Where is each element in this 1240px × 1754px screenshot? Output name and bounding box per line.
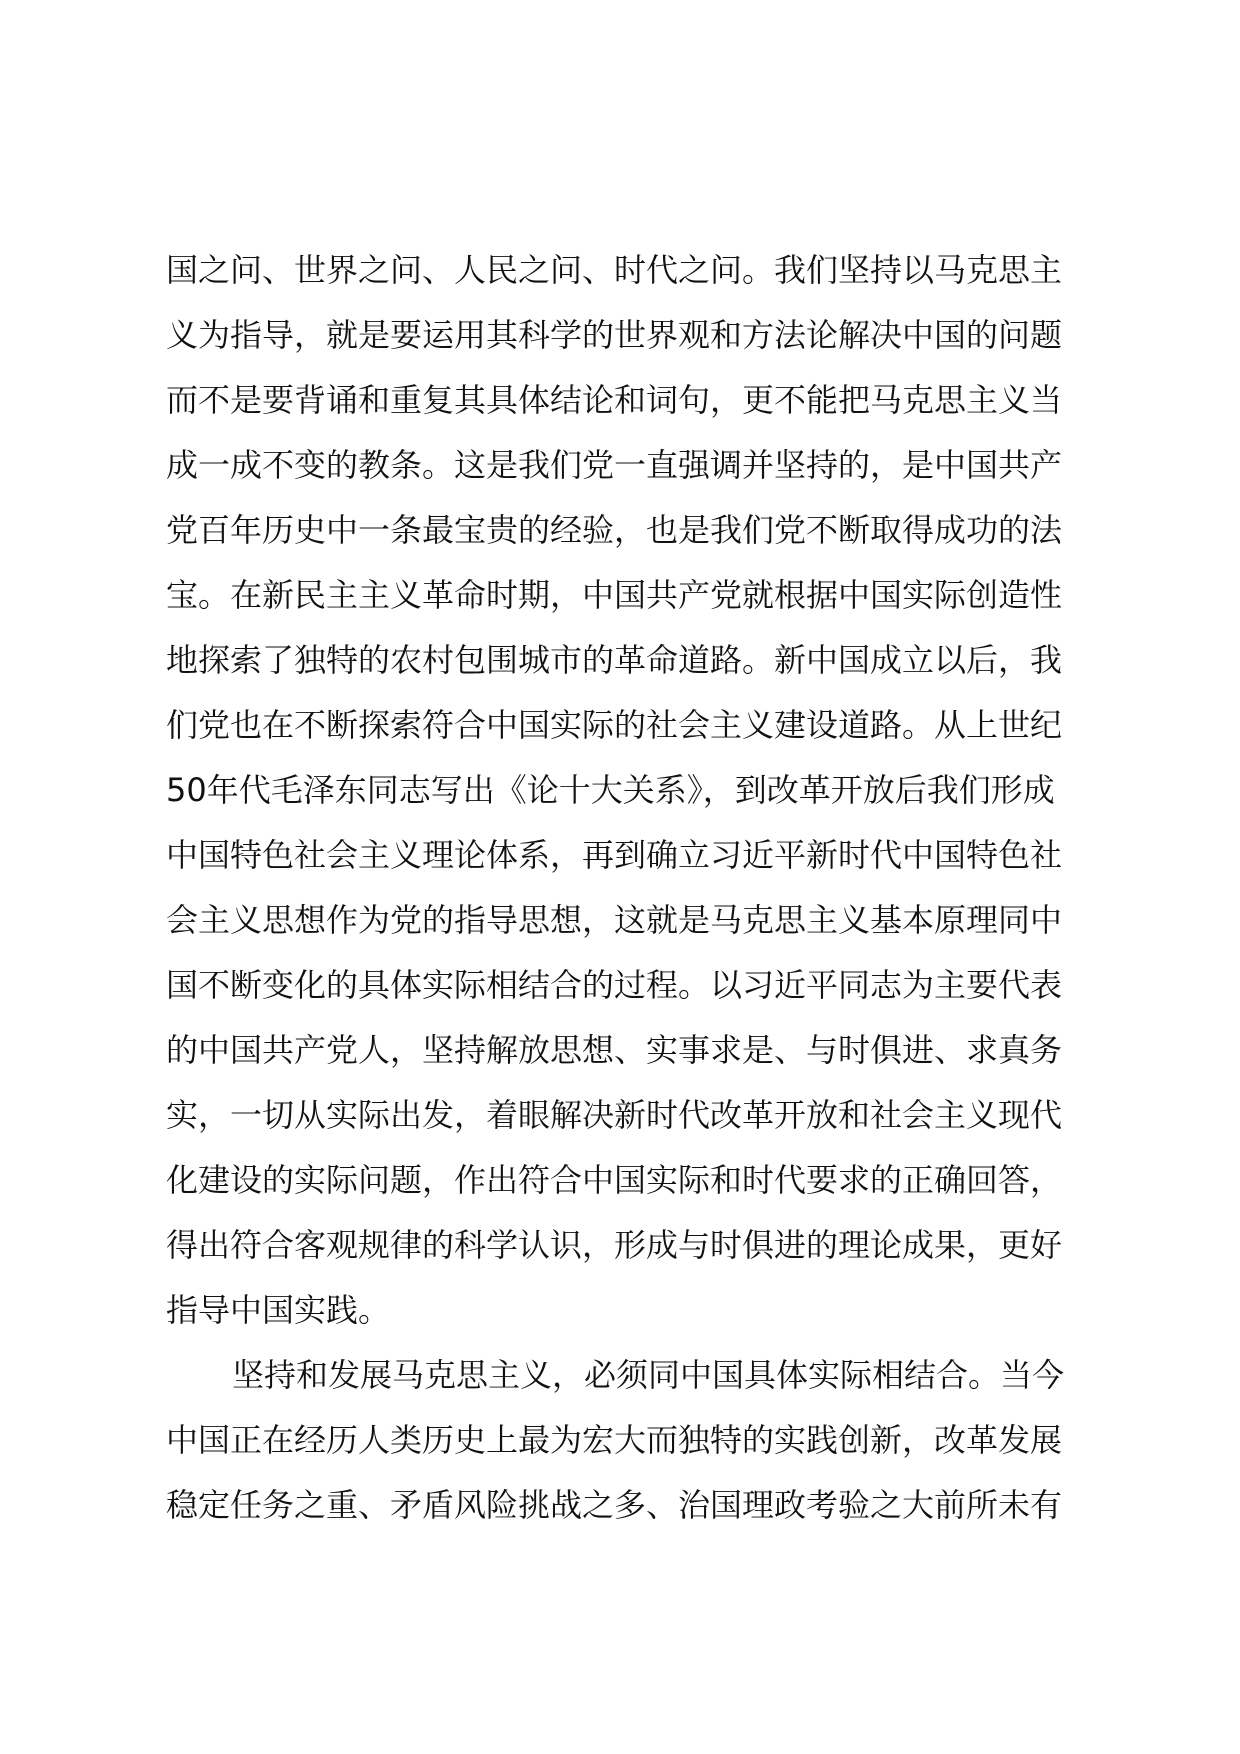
text-line: 中国正在经历人类历史上最为宏大而独特的实践创新，改革发展: [166, 1421, 1063, 1459]
paragraph-1: [166, 238, 1106, 1343]
text-line: 而不是要背诵和重复其具体结论和词句，更不能把马克思主义当: [166, 381, 1063, 419]
text-line: 国之问、世界之问、人民之问、时代之问。我们坚持以马克思主: [166, 251, 1063, 289]
text-line: 实，一切从实际出发，着眼解决新时代改革开放和社会主义现代: [166, 1096, 1063, 1134]
body-text: [166, 238, 1106, 1538]
text-line: 化建设的实际问题，作出符合中国实际和时代要求的正确回答，: [166, 1161, 1063, 1199]
text-line: 指导中国实践。: [166, 1291, 391, 1329]
text-line: 国不断变化的具体实际相结合的过程。以习近平同志为主要代表: [166, 966, 1063, 1004]
text-line: 成一成不变的教条。这是我们党一直强调并坚持的，是中国共产: [166, 446, 1063, 484]
text-line: 的中国共产党人，坚持解放思想、实事求是、与时俱进、求真务: [166, 1031, 1063, 1069]
text-line: 50年代毛泽东同志写出《论十大关系》，到改革开放后我们形成: [166, 771, 1055, 809]
text-line: 地探索了独特的农村包围城市的革命道路。新中国成立以后，我: [166, 641, 1063, 679]
text-line: 中国特色社会主义理论体系，再到确立习近平新时代中国特色社: [166, 836, 1063, 874]
text-line: 党百年历史中一条最宝贵的经验，也是我们党不断取得成功的法: [166, 511, 1063, 549]
text-line: 得出符合客观规律的科学认识，形成与时俱进的理论成果，更好: [166, 1226, 1063, 1264]
paragraph-2: [166, 1343, 1106, 1538]
text-line: 坚持和发展马克思主义，必须同中国具体实际相结合。当今: [232, 1356, 1065, 1394]
text-line: 会主义思想作为党的指导思想，这就是马克思主义基本原理同中: [166, 901, 1063, 939]
text-line: 宝。在新民主主义革命时期，中国共产党就根据中国实际创造性: [166, 576, 1063, 614]
text-line: 义为指导，就是要运用其科学的世界观和方法论解决中国的问题: [166, 316, 1063, 354]
text-line: 们党也在不断探索符合中国实际的社会主义建设道路。从上世纪: [166, 706, 1063, 744]
text-line: 稳定任务之重、矛盾风险挑战之多、治国理政考验之大前所未有: [166, 1486, 1063, 1524]
